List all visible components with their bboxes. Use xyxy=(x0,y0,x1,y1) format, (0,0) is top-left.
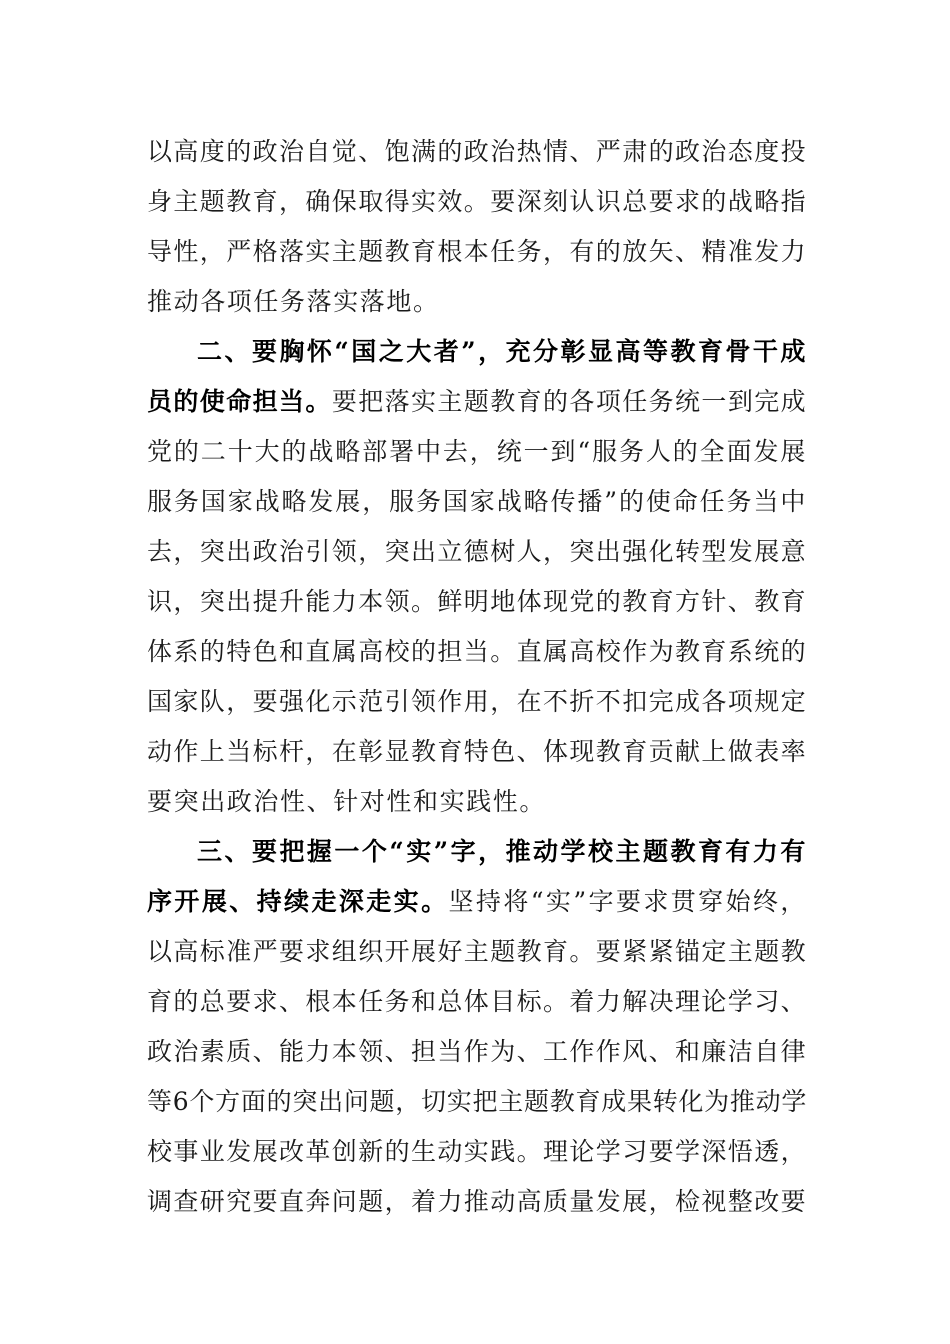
text-line xyxy=(147,1177,807,1227)
section-heading: 二、要胸怀“国之大者”，充分彰显高等教育骨干成 xyxy=(197,337,807,366)
text-line xyxy=(147,677,807,727)
text-line xyxy=(147,477,807,527)
text-line xyxy=(147,877,807,927)
text-segment: 要突出政治性、针对性和实践性。 xyxy=(147,787,547,816)
text-segment: 校事业发展改革创新的生动实践。理论学习要学深悟透， xyxy=(147,1137,808,1166)
text-line xyxy=(147,227,807,277)
section-heading: 三、要把握一个“实”字，推动学校主题教育有力有 xyxy=(197,837,807,866)
text-segment: 身主题教育，确保取得实效。要深刻认识总要求的战略指 xyxy=(147,187,808,216)
text-line xyxy=(147,1027,807,1077)
text-segment: 国家队，要强化示范引领作用，在不折不扣完成各项规定 xyxy=(147,687,808,716)
text-line xyxy=(147,627,807,677)
text-segment: 育的总要求、根本任务和总体目标。着力解决理论学习、 xyxy=(147,987,808,1016)
text-segment: 以高度的政治自觉、饱满的政治热情、严肃的政治态度投 xyxy=(147,137,808,166)
section-heading-line xyxy=(197,327,807,377)
text-line xyxy=(147,1077,807,1127)
text-segment: 政治素质、能力本领、担当作为、工作作风、和廉洁自律 xyxy=(147,1037,808,1066)
text-segment: 导性，严格落实主题教育根本任务，有的放矢、精准发力 xyxy=(147,237,808,266)
section-heading-line xyxy=(197,827,807,877)
text-line xyxy=(147,127,807,177)
text-segment: 推动各项任务落实落地。 xyxy=(147,287,440,316)
text-line xyxy=(147,977,807,1027)
text-segment: 党的二十大的战略部署中去，统一到“服务人的全面发展 xyxy=(147,437,807,466)
text-line xyxy=(147,277,807,327)
text-line xyxy=(147,177,807,227)
text-segment: 动作上当标杆，在彰显教育特色、体现教育贡献上做表率 xyxy=(147,737,808,766)
text-segment: 去，突出政治引领，突出立德树人，突出强化转型发展意 xyxy=(147,537,808,566)
section-heading: 序开展、持续走深走实。 xyxy=(147,887,449,916)
text-line xyxy=(147,527,807,577)
text-segment: 识，突出提升能力本领。鲜明地体现党的教育方针、教育 xyxy=(147,587,808,616)
text-segment: 调查研究要直奔问题，着力推动高质量发展，检视整改要 xyxy=(147,1187,808,1216)
text-line xyxy=(147,577,807,627)
section-heading: 员的使命担当。 xyxy=(147,387,332,416)
text-segment: 等6个方面的突出问题，切实把主题教育成果转化为推动学 xyxy=(147,1087,807,1116)
text-line xyxy=(147,927,807,977)
text-line xyxy=(147,727,807,777)
text-line xyxy=(147,777,807,827)
text-segment: 体系的特色和直属高校的担当。直属高校作为教育系统的 xyxy=(147,637,808,666)
text-segment: 服务国家战略发展，服务国家战略传播”的使命任务当中 xyxy=(147,487,807,516)
text-segment: 坚持将“实”字要求贯穿始终， xyxy=(448,887,807,916)
text-segment: 要把落实主题教育的各项任务统一到完成 xyxy=(331,387,808,416)
text-line xyxy=(147,377,807,427)
text-line xyxy=(147,427,807,477)
text-segment: 以高标准严要求组织开展好主题教育。要紧紧锚定主题教 xyxy=(147,937,808,966)
text-line xyxy=(147,1127,807,1177)
